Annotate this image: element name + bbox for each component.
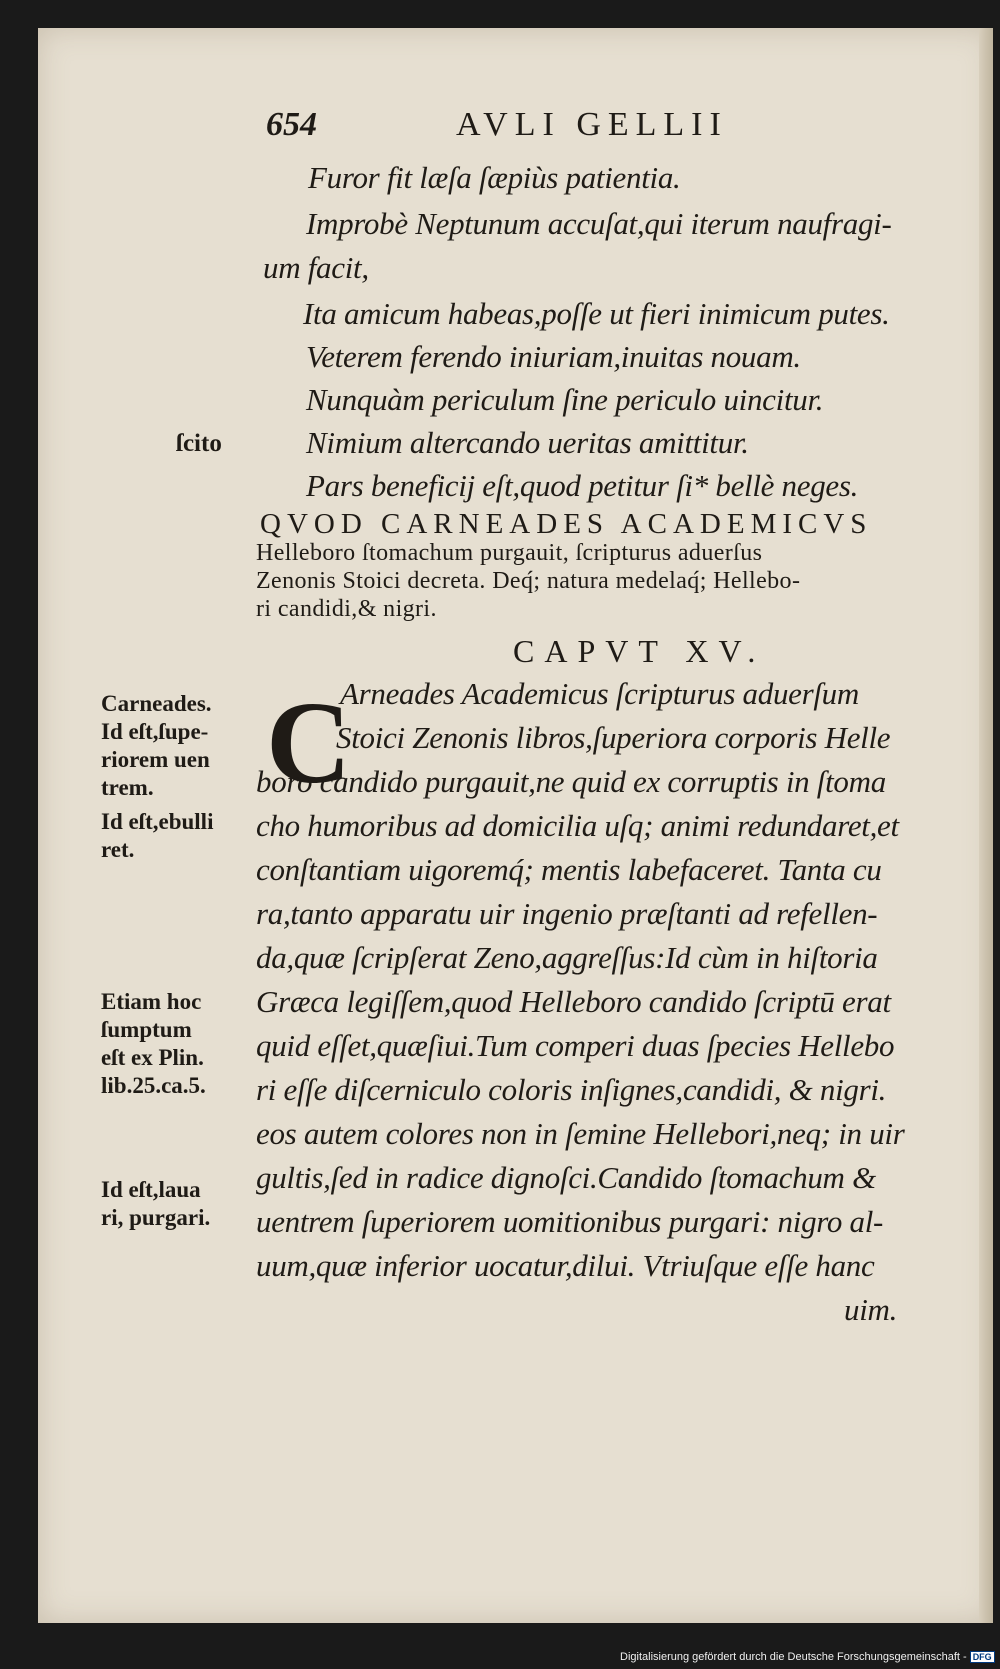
body-line: quid eſſet,quæſiui.Tum comperi duas ſpecies Hellebo [256, 1028, 895, 1063]
body-line: cho humoribus ad domicilia uſq; animi redundaret,et [256, 808, 899, 843]
digitization-credit [620, 1651, 995, 1663]
verse-line: Pars beneficij eſt,quod petitur ſi* bellè neges. [306, 468, 859, 503]
summary-heading: QVOD CARNEADES ACADEMICVS [260, 508, 873, 540]
page-number: 654 [266, 106, 317, 143]
verse-line: Improbè Neptunum accuſat,qui iterum naufragi- [306, 206, 892, 241]
verse-line: Veterem ferendo iniuriam,inuitas nouam. [306, 339, 801, 374]
body-line: uum,quæ inferior uocatur,dilui. Vtriuſque eſſe hanc [256, 1248, 875, 1283]
body-line: gultis,ſed in radice dignoſci.Candido ſtomachum & [256, 1160, 876, 1195]
summary-line: ri candidi,& nigri. [256, 596, 437, 622]
body-line: uim. [844, 1292, 898, 1327]
running-head [266, 106, 826, 146]
body-line: uentrem ſuperiorem uomitionibus purgari: nigro al- [256, 1204, 884, 1239]
margin-note-carneades: Carneades. Id eſt,ſupe- riorem uen trem. [101, 691, 212, 800]
verse-line: Ita amicum habeas,poſſe ut fieri inimicum putes. [303, 296, 890, 331]
running-title: AVLI GELLII [456, 106, 728, 143]
body-line: da,quæ ſcripſerat Zeno,aggreſſus:Id cùm in hiſtoria [256, 940, 878, 975]
margin-note-ebulliret: Id eſt,ebulli ret. [101, 809, 214, 862]
chapter-heading: CAPVT XV. [513, 633, 766, 669]
body-line: Arneades Academicus ſcripturus aduerſum [340, 676, 859, 711]
margin-note-lauari: Id eſt,laua ri, purgari. [101, 1177, 211, 1230]
summary-line: Helleboro ſtomachum purgauit, ſcripturus aduerſus [256, 540, 763, 566]
body-line: boro candido purgauit,ne quid ex corruptis in ſtoma [256, 764, 886, 799]
page-edge [979, 28, 993, 1623]
body-line: ri eſſe diſcerniculo coloris inſignes,candidi, & nigri. [256, 1072, 887, 1107]
body-line: Græca legiſſem,quod Helleboro candido ſcriptū erat [256, 984, 891, 1019]
body-line: eos autem colores non in ſemine Hellebori,neq; in uir [256, 1116, 905, 1151]
verse-line: um facit, [263, 250, 369, 285]
credit-text: Digitalisierung gefördert durch die Deutsche Forschungsgemeinschaft - [620, 1651, 967, 1663]
body-line: conſtantiam uigoremq́; mentis labefaceret. Tanta cu [256, 852, 882, 887]
verse-line: Furor fit læſa ſæpiùs patientia. [308, 160, 681, 195]
body-line: ra,tanto apparatu uir ingenio præſtanti ad refellen- [256, 896, 878, 931]
book-page [38, 28, 993, 1623]
margin-note-etiam: Etiam hoc ſumptum eſt ex Plin. lib.25.ca.5. [101, 989, 206, 1098]
body-line: Stoici Zenonis libros,ſuperiora corporis Helle [336, 720, 891, 755]
verse-line: Nunquàm periculum ſine periculo uincitur. [306, 382, 824, 417]
dfg-logo: DFG [970, 1651, 995, 1663]
summary-line: Zenonis Stoici decreta. Deq́; natura medelaq́; Hellebo- [256, 568, 801, 594]
drop-cap: C [266, 677, 352, 808]
margin-note-scito: ſcito [176, 430, 222, 457]
verse-line: Nimium altercando ueritas amittitur. [306, 425, 749, 460]
